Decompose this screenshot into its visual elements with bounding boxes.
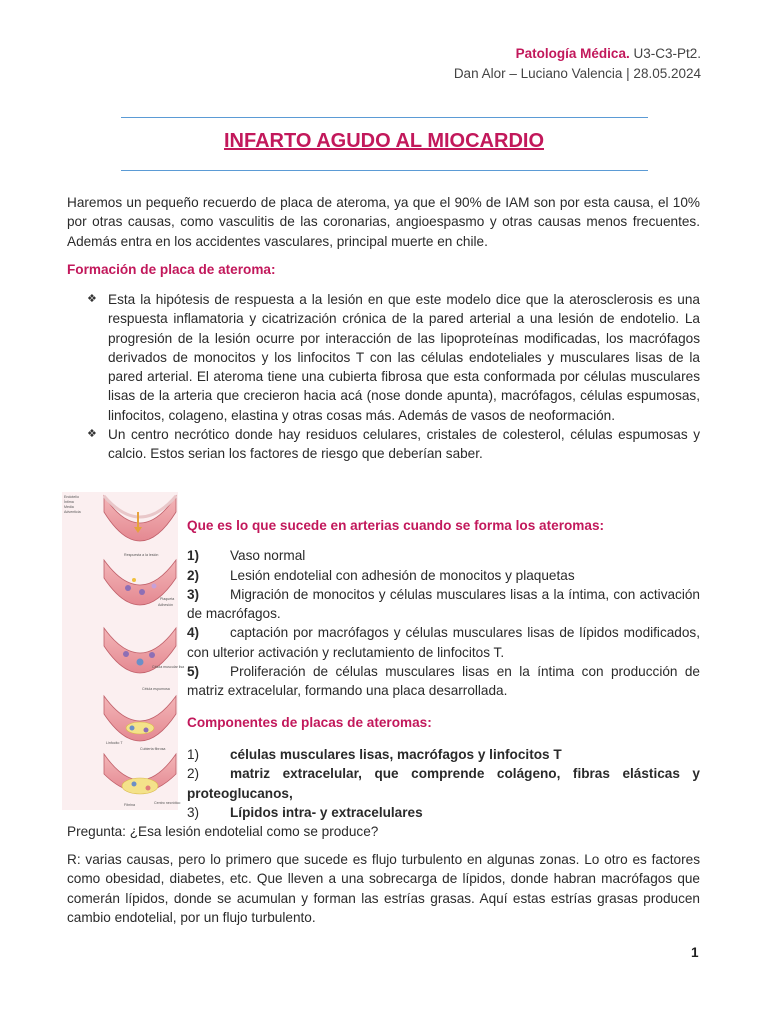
diamond-bullet-icon: ❖ [87,428,97,441]
figure-label: Íntima [64,500,74,504]
title-rule-bottom [121,170,648,171]
figure-label: Linfocito T [106,741,123,745]
list-item: 2) matriz extracelular, que comprende colágeno, fibras elásticas y proteoglucanos, [187,766,700,801]
question-text: Pregunta: ¿Esa lesión endotelial como se produce? [67,824,379,839]
figure-label: Media [64,505,74,509]
figure-label: Endotelio [64,495,79,499]
figure-label: Célula espumosa [142,687,170,691]
figure-label: Cubierta fibrosa [140,747,166,751]
answer-paragraph: R: varias causas, pero lo primero que sucede es flujo turbulento en algunas zonas. Lo otro es factores como obesidad, diabetes, etc. Que lleven a una sobrecarga de lípidos, donde habran macrófagos que comerán lípidos, donde se acumulan y forman las estrías grasas. Aquí estas estrías grasas producen cambio endotelial, por un flujo turbulento. [67,852,700,925]
figure-label: Plaqueta [160,597,175,601]
figure-label: Fibrina [124,803,135,807]
document-title: INFARTO AGUDO AL MIOCARDIO [224,130,544,152]
figure-label: Adhesión [158,603,173,607]
list-item: 3) Lípidos intra- y extracelulares [187,804,423,820]
diamond-bullet-icon: ❖ [87,293,97,305]
section-heading-formation: Formación de placa de ateroma: [67,262,276,277]
page-number: 1 [691,945,699,960]
formation-bullet-list [87,290,700,464]
list-item: 1) Vaso normal [187,548,306,564]
list-item: 3) Migración de monocitos y células musculares lisas a la íntima, con activación de macrófagos. [187,586,700,622]
list-item: ❖ Esta la hipótesis de respuesta a la lesión en que este modelo dice que la aterosclerosis es una respuesta inflamatoria y cicatrización crónica de la pared arterial a una lesión de endotelio. La progresión de la lesión ocurre por interacción de las lipoproteínas modificadas, los macrófagos derivados de monocitos y los linfocitos T con las células endoteliales y musculares lisas de la pared arterial. El ateroma tiene una cubierta fibrosa que esta conformada por células musculares lisas de la arteria que crecieron hacia acá (nose donde apunta), macrófagos, células espumosas, linfocitos, colageno, elastina y otras cosas más. Además de vasos de neoformación. [87,292,700,423]
list-item: 2) Lesión endotelial con adhesión de monocitos y plaquetas [187,567,575,583]
course-name: Patología Médica. [515,46,630,61]
list-item: 1) células musculares lisas, macrófagos y linfocitos T [187,746,562,762]
title-rule-top [121,117,648,118]
course-code: U3-C3-Pt2. [633,46,701,61]
figure-label: Respuesta a la lesión [124,553,159,557]
list-item: 5) Proliferación de células musculares lisas en la íntima con producción de matriz extracelular, formando una placa desarrollada. [187,664,700,699]
intro-paragraph: Haremos un pequeño recuerdo de placa de ateroma, ya que el 90% de IAM son por esta causa, el 10% por otras causas, como vasculitis de las coronarias, angioespasmo y otras causas menos frecuentes. Además entra en los accidentes vasculares, principal muerte en chile. [67,195,700,249]
authors-date: Dan Alor – Luciano Valencia | 28.05.2024 [453,66,701,81]
figure-label: Adventicia [64,510,81,514]
section-heading-components: Componentes de placas de ateromas: [187,714,432,730]
list-item: ❖ Un centro necrótico donde hay residuos celulares, cristales de colesterol, células espumosas y calcio. Estos serian los factores de riesgo que deberían saber. [87,427,700,462]
figure-label: Célula muscular lisa [152,665,185,669]
section-heading-stages: Que es lo que sucede en arterias cuando se forma los ateromas: [187,518,605,533]
figure-label: Centro necrótico [154,801,181,805]
list-item: 4) captación por macrófagos y células musculares lisas de lípidos modificados, con ulterior activación y reclutamiento de linfocitos T. [187,625,700,660]
page-header [454,44,701,84]
atheroma-stages-figure [62,492,185,810]
stages-block [187,516,700,822]
